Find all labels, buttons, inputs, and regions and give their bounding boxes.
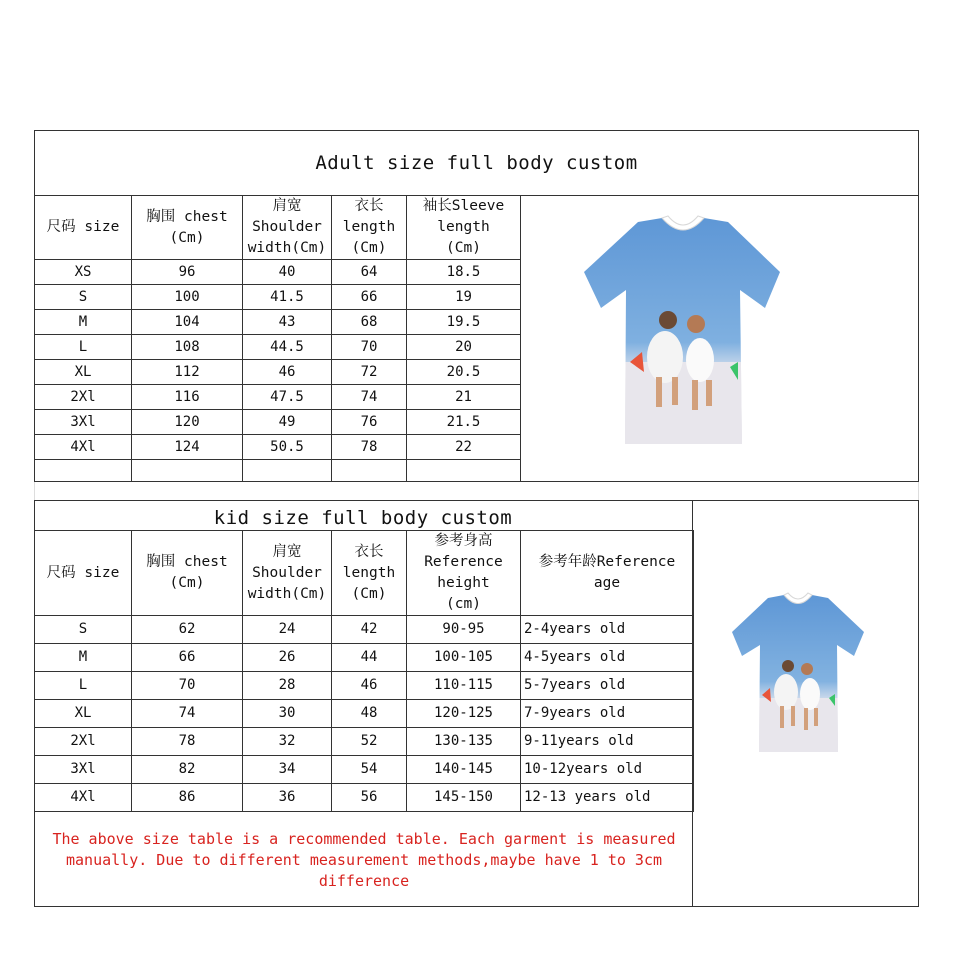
kid-table-cell: 4Xl xyxy=(35,784,132,812)
kid-table-cell: 44 xyxy=(332,644,407,672)
kid-table-cell: S xyxy=(35,616,132,644)
kid-table-cell: 36 xyxy=(243,784,332,812)
kid-table-cell: 74 xyxy=(132,700,243,728)
kid-table-row xyxy=(35,616,694,644)
adult-table-cell: 47.5 xyxy=(243,385,332,410)
adult-table-cell: 64 xyxy=(332,260,407,285)
adult-table-row xyxy=(35,285,521,310)
kid-table-row xyxy=(35,644,694,672)
adult-header-chest: 胸围 chest (Cm) xyxy=(132,196,243,260)
adult-table-cell: 104 xyxy=(132,310,243,335)
kid-table-cell: 56 xyxy=(332,784,407,812)
adult-table-cell: 116 xyxy=(132,385,243,410)
adult-table-cell: 124 xyxy=(132,435,243,460)
kid-table-cell: 12-13 years old xyxy=(521,784,694,812)
adult-table-cell: XS xyxy=(35,260,132,285)
adult-table-cell: 74 xyxy=(332,385,407,410)
adult-header-size: 尺码 size xyxy=(35,196,132,260)
kid-table-cell: 78 xyxy=(132,728,243,756)
kid-table-cell: 32 xyxy=(243,728,332,756)
adult-table-cell: 40 xyxy=(243,260,332,285)
kid-table-cell: 34 xyxy=(243,756,332,784)
adult-table-cell: 22 xyxy=(407,435,521,460)
adult-table-row xyxy=(35,335,521,360)
adult-table-row xyxy=(35,360,521,385)
adult-table-cell: 68 xyxy=(332,310,407,335)
adult-table-cell: S xyxy=(35,285,132,310)
adult-table-cell: 112 xyxy=(132,360,243,385)
adult-header-length: 衣长 length (Cm) xyxy=(332,196,407,260)
adult-header-shoulder: 肩宽 Shoulder width(Cm) xyxy=(243,196,332,260)
adult-table-cell: 41.5 xyxy=(243,285,332,310)
adult-table-cell: 44.5 xyxy=(243,335,332,360)
adult-tshirt-image xyxy=(580,212,785,452)
adult-table-cell: 70 xyxy=(332,335,407,360)
adult-table-cell: 20 xyxy=(407,335,521,360)
kid-size-table xyxy=(34,530,694,812)
adult-table-cell: 50.5 xyxy=(243,435,332,460)
kid-tshirt-image xyxy=(728,590,868,760)
kid-table-cell: 9-11years old xyxy=(521,728,694,756)
kid-header-age: 参考年龄Reference age xyxy=(521,531,694,616)
adult-table-cell: 2Xl xyxy=(35,385,132,410)
kid-table-cell: M xyxy=(35,644,132,672)
kid-table-cell: 62 xyxy=(132,616,243,644)
kid-table-row xyxy=(35,672,694,700)
kid-table-cell: 26 xyxy=(243,644,332,672)
adult-table-cell: 46 xyxy=(243,360,332,385)
kid-table-cell: 140-145 xyxy=(407,756,521,784)
kid-table-cell: 110-115 xyxy=(407,672,521,700)
adult-table-cell: 19 xyxy=(407,285,521,310)
kid-table-cell: 86 xyxy=(132,784,243,812)
adult-table-cell xyxy=(243,460,332,482)
adult-table-cell: 72 xyxy=(332,360,407,385)
kid-table-cell: 90-95 xyxy=(407,616,521,644)
adult-table-row xyxy=(35,385,521,410)
adult-table-cell: 66 xyxy=(332,285,407,310)
kid-title: kid size full body custom xyxy=(213,507,513,529)
adult-table-row xyxy=(35,410,521,435)
adult-table-cell: 120 xyxy=(132,410,243,435)
kid-header-size: 尺码 size xyxy=(35,531,132,616)
adult-table-cell: 21 xyxy=(407,385,521,410)
kid-table-cell: 52 xyxy=(332,728,407,756)
adult-table-cell: 100 xyxy=(132,285,243,310)
adult-table-empty-row xyxy=(35,460,521,482)
kid-table-cell: 2-4years old xyxy=(521,616,694,644)
adult-table-cell: L xyxy=(35,335,132,360)
kid-table-cell: 145-150 xyxy=(407,784,521,812)
kid-table-cell: XL xyxy=(35,700,132,728)
adult-table-cell: XL xyxy=(35,360,132,385)
adult-size-table xyxy=(34,195,521,482)
size-disclaimer-note: The above size table is a recommended table. Each garment is measured manually. Due to different measurement methods,maybe have 1 to 3cm difference xyxy=(52,830,676,890)
kid-table-row xyxy=(35,756,694,784)
adult-table-cell: 43 xyxy=(243,310,332,335)
kid-table-cell: L xyxy=(35,672,132,700)
adult-table-cell: 3Xl xyxy=(35,410,132,435)
adult-table-cell: M xyxy=(35,310,132,335)
kid-table-cell: 82 xyxy=(132,756,243,784)
adult-table-cell: 18.5 xyxy=(407,260,521,285)
kid-table-row xyxy=(35,728,694,756)
adult-table-row xyxy=(35,260,521,285)
adult-title: Adult size full body custom xyxy=(34,130,919,196)
kid-table-row xyxy=(35,700,694,728)
kid-table-cell: 3Xl xyxy=(35,756,132,784)
kid-table-cell: 42 xyxy=(332,616,407,644)
adult-table-cell: 96 xyxy=(132,260,243,285)
adult-table-cell: 49 xyxy=(243,410,332,435)
kid-table-cell: 46 xyxy=(332,672,407,700)
adult-table-cell xyxy=(407,460,521,482)
kid-table-row xyxy=(35,784,694,812)
kid-table-cell: 4-5years old xyxy=(521,644,694,672)
kid-table-cell: 7-9years old xyxy=(521,700,694,728)
kid-header-shoulder: 肩宽 Shoulder width(Cm) xyxy=(243,531,332,616)
adult-table-cell: 20.5 xyxy=(407,360,521,385)
kid-table-cell: 120-125 xyxy=(407,700,521,728)
kid-table-cell: 30 xyxy=(243,700,332,728)
kid-table-cell: 100-105 xyxy=(407,644,521,672)
adult-table-cell xyxy=(35,460,132,482)
adult-table-row xyxy=(35,310,521,335)
kid-header-height: 参考身高 Reference height (cm) xyxy=(407,531,521,616)
kid-table-cell: 48 xyxy=(332,700,407,728)
section-gap xyxy=(34,482,919,500)
adult-table-cell xyxy=(132,460,243,482)
adult-table-cell: 21.5 xyxy=(407,410,521,435)
adult-table-cell: 78 xyxy=(332,435,407,460)
adult-table-cell: 19.5 xyxy=(407,310,521,335)
kid-table-cell: 24 xyxy=(243,616,332,644)
kid-table-cell: 5-7years old xyxy=(521,672,694,700)
kid-header-chest: 胸围 chest (Cm) xyxy=(132,531,243,616)
kid-table-cell: 28 xyxy=(243,672,332,700)
kid-table-cell: 10-12years old xyxy=(521,756,694,784)
kid-table-cell: 70 xyxy=(132,672,243,700)
adult-table-cell: 76 xyxy=(332,410,407,435)
adult-table-cell xyxy=(332,460,407,482)
kid-header-length: 衣长 length (Cm) xyxy=(332,531,407,616)
adult-table-cell: 108 xyxy=(132,335,243,360)
adult-table-cell: 4Xl xyxy=(35,435,132,460)
adult-header-sleeve: 袖长Sleeve length (Cm) xyxy=(407,196,521,260)
kid-table-cell: 130-135 xyxy=(407,728,521,756)
adult-table-row xyxy=(35,435,521,460)
kid-table-cell: 2Xl xyxy=(35,728,132,756)
kid-table-cell: 66 xyxy=(132,644,243,672)
kid-table-cell: 54 xyxy=(332,756,407,784)
